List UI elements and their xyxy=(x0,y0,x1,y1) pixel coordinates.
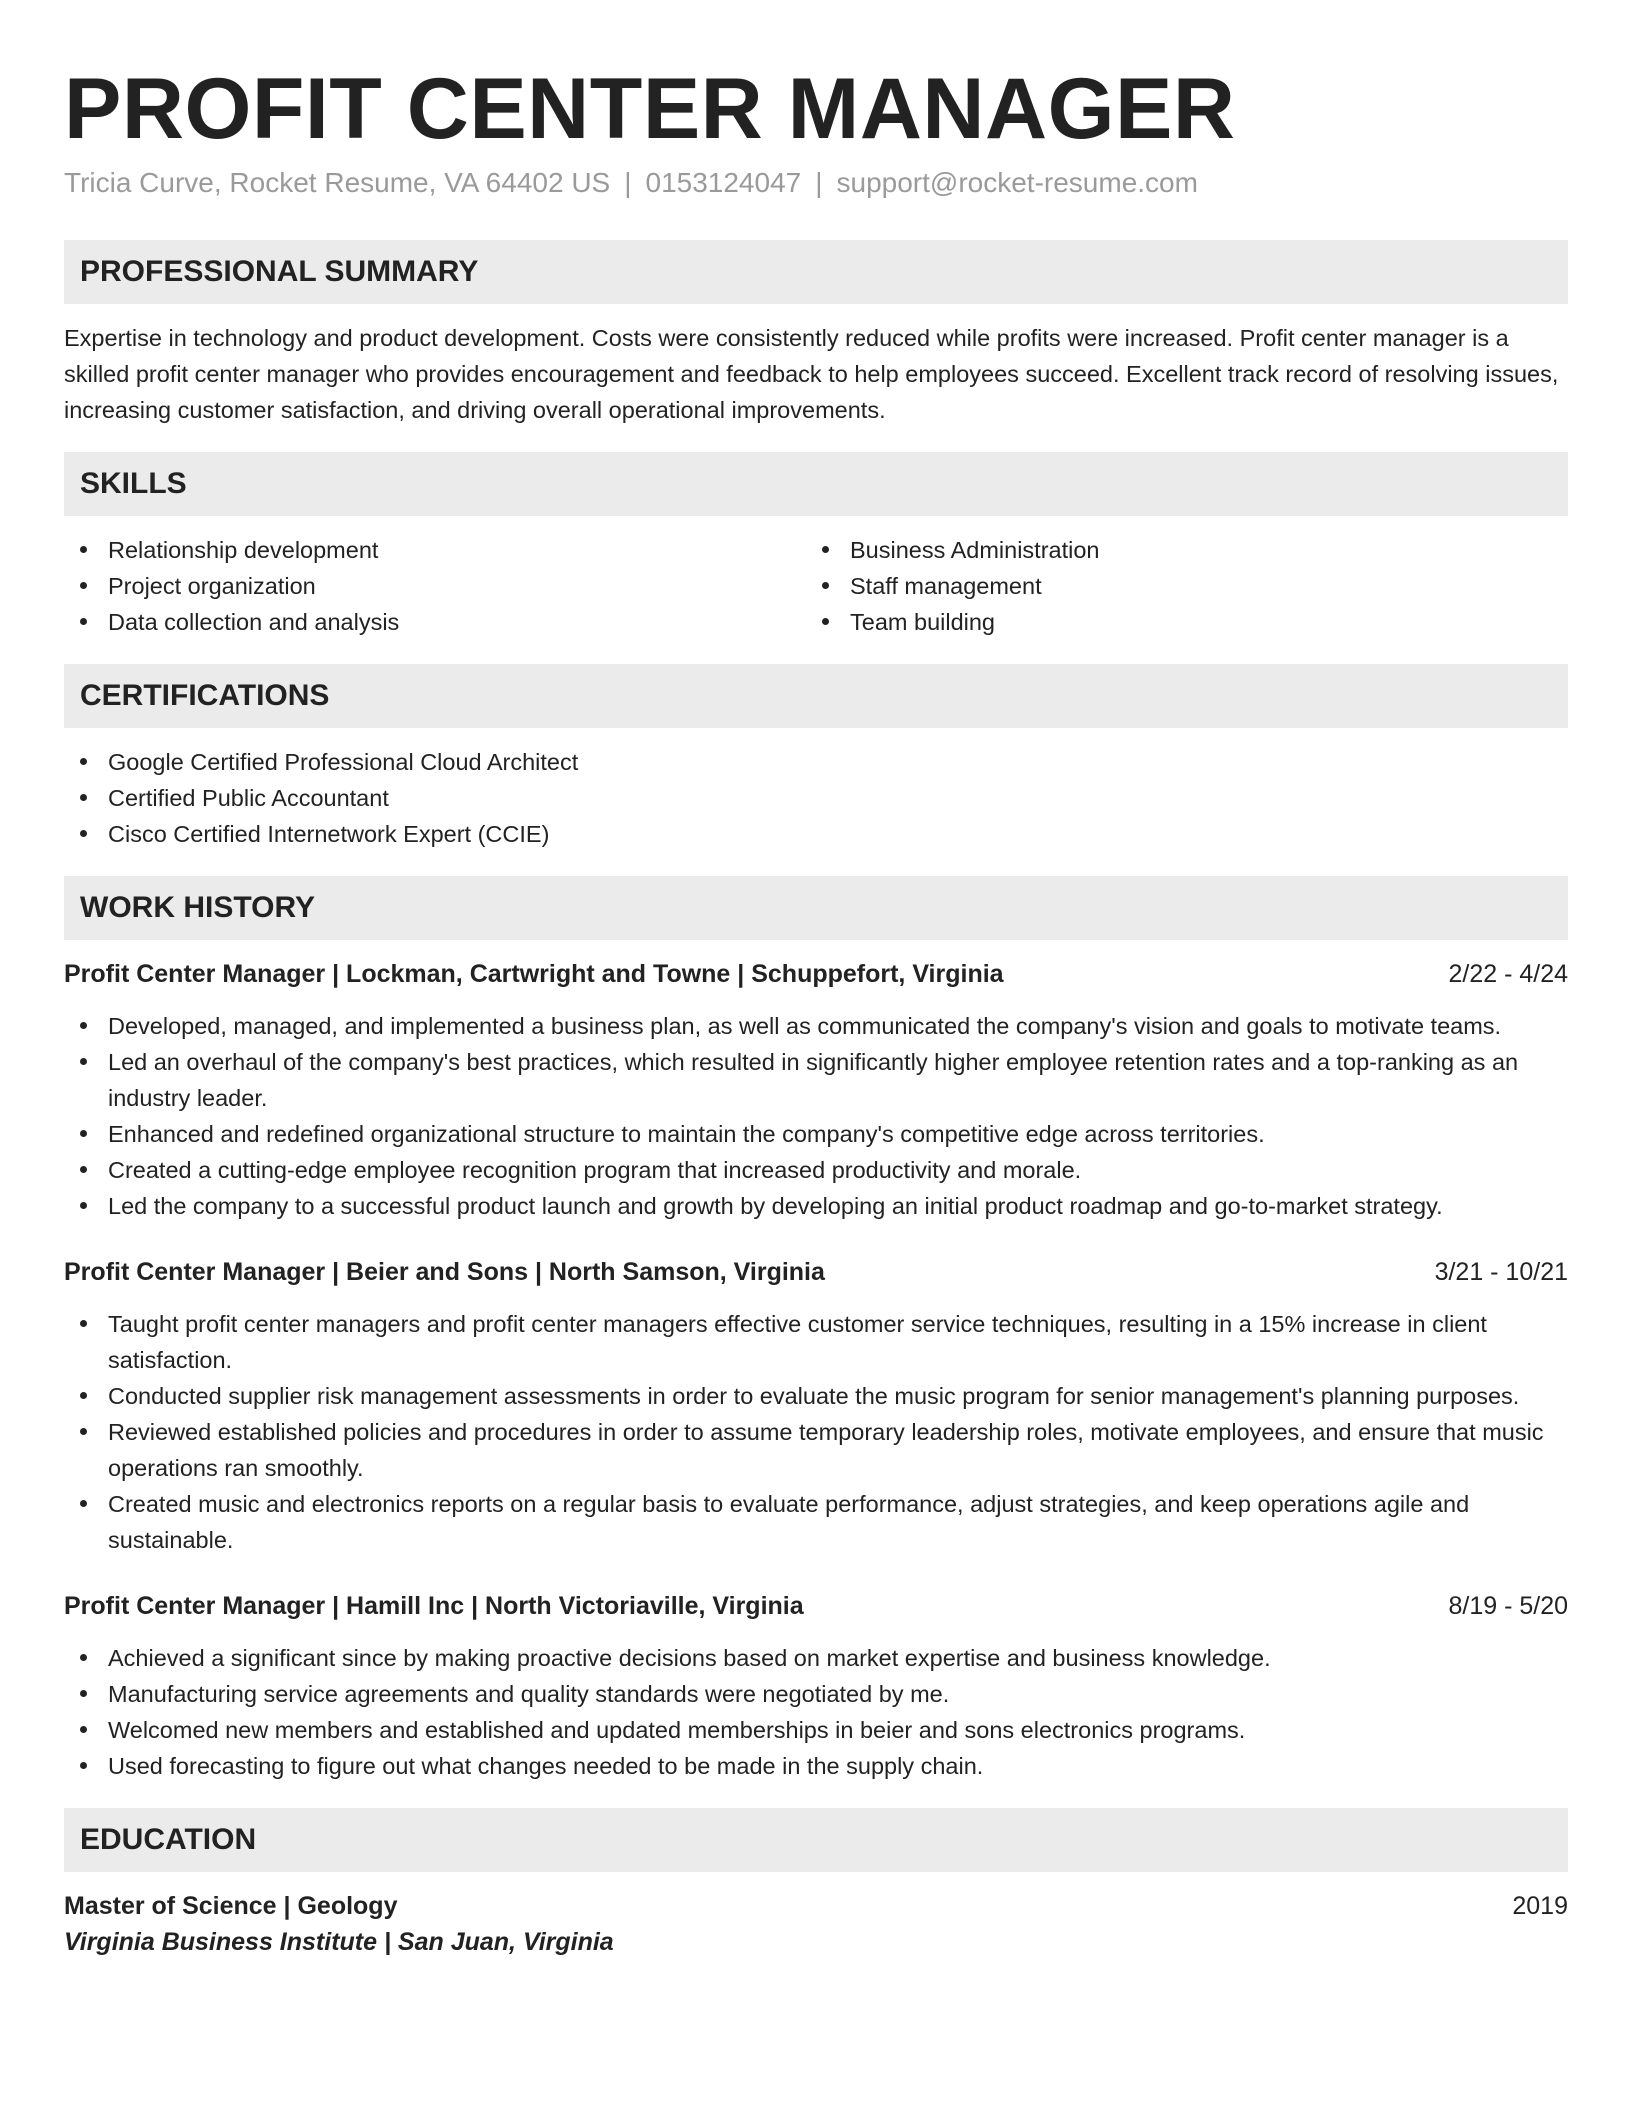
education-header xyxy=(64,1888,1568,1924)
certification-item: Cisco Certified Internetwork Expert (CCIE) xyxy=(64,816,1568,852)
job-bullets xyxy=(64,1306,1568,1558)
resume-name: PROFIT CENTER MANAGER xyxy=(64,61,1236,157)
contact-address: Tricia Curve, Rocket Resume, VA 64402 US xyxy=(64,167,611,198)
job-header xyxy=(64,1588,1568,1624)
job-dates: 2/22 - 4/24 xyxy=(1448,960,1568,988)
job-bullet: Created a cutting-edge employee recognition program that increased productivity and morale. xyxy=(64,1152,1568,1188)
contact-email[interactable]: support@rocket-resume.com xyxy=(836,167,1198,198)
resume-page xyxy=(64,0,1568,1960)
job-bullet: Manufacturing service agreements and quality standards were negotiated by me. xyxy=(64,1676,1568,1712)
job-bullet: Reviewed established policies and procedures in order to assume temporary leadership roles, motivate employees, and ensure that music operations ran smoothly. xyxy=(64,1414,1568,1486)
summary-heading: PROFESSIONAL SUMMARY xyxy=(64,240,1568,304)
job-bullet: Created music and electronics reports on a regular basis to evaluate performance, adjust strategies, and keep operations agile and sustainable. xyxy=(64,1486,1568,1558)
job-bullet: Led an overhaul of the company's best practices, which resulted in significantly higher employee retention rates and a top-ranking as an industry leader. xyxy=(64,1044,1568,1116)
skills-column-left xyxy=(64,532,806,640)
skills-list xyxy=(64,532,1568,640)
summary-text: Expertise in technology and product development. Costs were consistently reduced while profits were increased. Profit center manager is a skilled profit center manager who provides encouragement and feedback to help employees succeed. Excellent track record of resolving issues, increasing customer satisfaction, and driving overall operational improvements. xyxy=(64,325,1559,423)
education-entry xyxy=(64,1888,1568,1960)
skill-item: Relationship development xyxy=(64,532,806,568)
job-bullets xyxy=(64,1640,1568,1784)
skill-item: Team building xyxy=(806,604,1548,640)
job-bullet: Achieved a significant since by making proactive decisions based on market expertise and business knowledge. xyxy=(64,1640,1568,1676)
contact-separator: | xyxy=(815,167,823,198)
job-title: Profit Center Manager | Beier and Sons | North Samson, Virginia xyxy=(64,1258,825,1286)
certifications-list xyxy=(64,744,1568,852)
job-bullet: Taught profit center managers and profit center managers effective customer service techniques, resulting in a 15% increase in client satisfaction. xyxy=(64,1306,1568,1378)
job-bullet: Welcomed new members and established and updated memberships in beier and sons electronics programs. xyxy=(64,1712,1568,1748)
skill-item: Staff management xyxy=(806,568,1548,604)
job-dates: 3/21 - 10/21 xyxy=(1434,1258,1568,1286)
skills-column-right xyxy=(806,532,1548,640)
contact-phone: 0153124047 xyxy=(645,167,802,198)
education-year: 2019 xyxy=(1512,1892,1568,1920)
job-entry xyxy=(64,1254,1568,1558)
job-bullets xyxy=(64,1008,1568,1224)
job-bullet: Conducted supplier risk management assessments in order to evaluate the music program for senior management's planning purposes. xyxy=(64,1378,1568,1414)
certification-item: Google Certified Professional Cloud Architect xyxy=(64,744,1568,780)
education-school: Virginia Business Institute | San Juan, Virginia xyxy=(64,1928,614,1956)
contact-separator: | xyxy=(624,167,632,198)
job-entry xyxy=(64,1588,1568,1784)
education-heading: EDUCATION xyxy=(64,1808,1568,1872)
skills-heading: SKILLS xyxy=(64,452,1568,516)
education-degree: Master of Science | Geology xyxy=(64,1892,398,1920)
job-header xyxy=(64,956,1568,992)
job-header xyxy=(64,1254,1568,1290)
job-dates: 8/19 - 5/20 xyxy=(1448,1592,1568,1620)
skill-item: Data collection and analysis xyxy=(64,604,806,640)
contact-line xyxy=(64,164,1568,202)
job-bullet: Led the company to a successful product launch and growth by developing an initial product roadmap and go-to-market strategy. xyxy=(64,1188,1568,1224)
job-bullet: Used forecasting to figure out what changes needed to be made in the supply chain. xyxy=(64,1748,1568,1784)
job-bullet: Enhanced and redefined organizational structure to maintain the company's competitive edge across territories. xyxy=(64,1116,1568,1152)
job-title: Profit Center Manager | Hamill Inc | North Victoriaville, Virginia xyxy=(64,1592,804,1620)
work-history-heading: WORK HISTORY xyxy=(64,876,1568,940)
job-entry xyxy=(64,956,1568,1224)
certification-item: Certified Public Accountant xyxy=(64,780,1568,816)
job-title: Profit Center Manager | Lockman, Cartwright and Towne | Schuppefort, Virginia xyxy=(64,960,1004,988)
skill-item: Project organization xyxy=(64,568,806,604)
skill-item: Business Administration xyxy=(806,532,1548,568)
certifications-heading: CERTIFICATIONS xyxy=(64,664,1568,728)
job-bullet: Developed, managed, and implemented a business plan, as well as communicated the company's vision and goals to motivate teams. xyxy=(64,1008,1568,1044)
